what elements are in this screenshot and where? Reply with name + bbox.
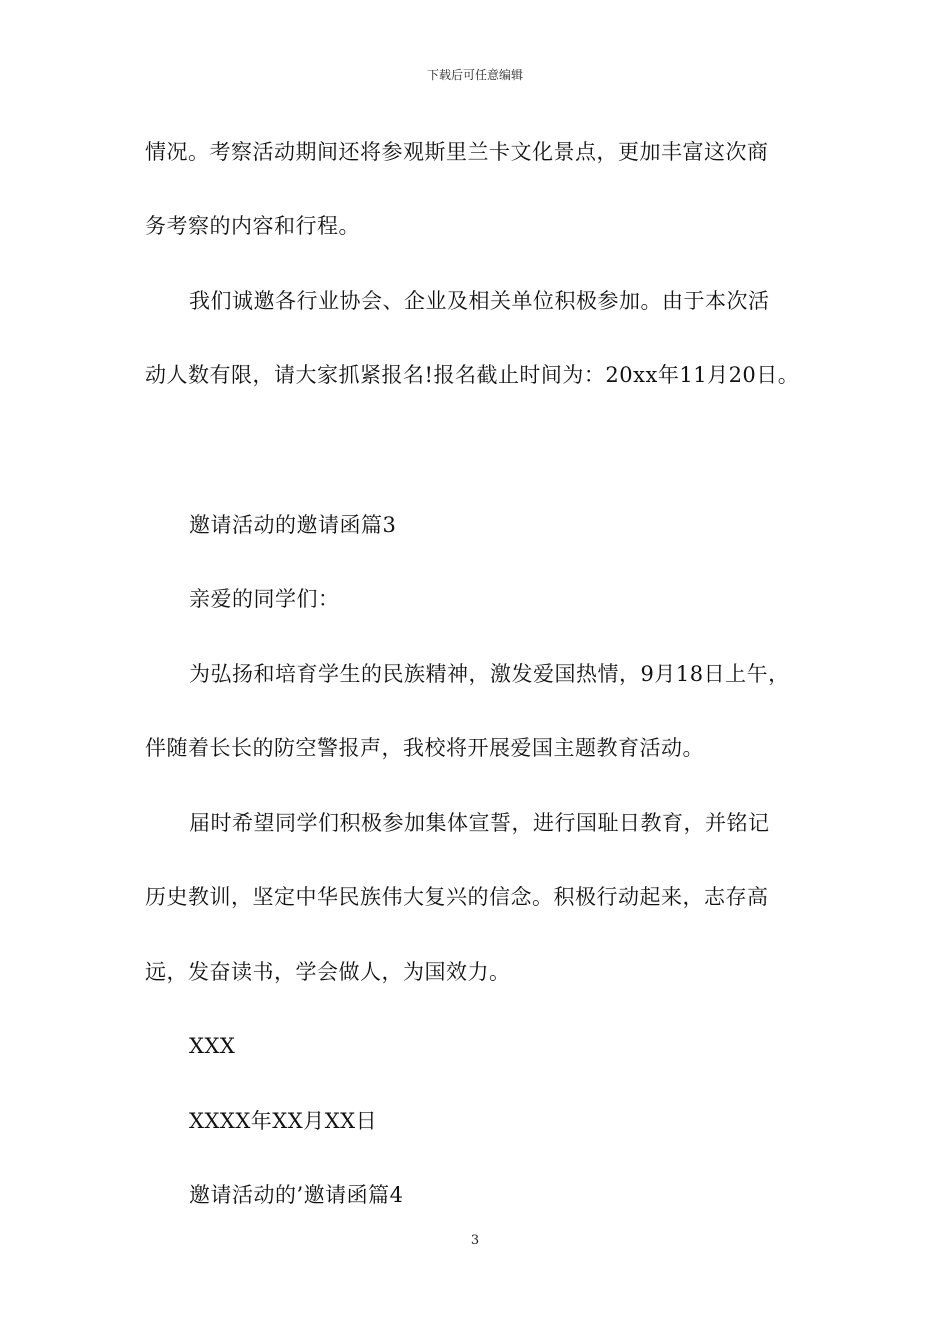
salutation: 亲爱的同学们： (189, 587, 340, 611)
body-line: 远，发奋读书，学会做人，为国效力。 (145, 960, 511, 984)
signature: XXX (189, 1034, 236, 1058)
body-line: 动人数有限，请大家抓紧报名!报名截止时间为：20xx年11月20日。 (145, 363, 800, 387)
date-line: XXXX年XX月XX日 (189, 1109, 378, 1133)
body-line: 伴随着长长的防空警报声，我校将开展爱国主题教育活动。 (145, 736, 704, 760)
page-header: 下载后可任意编辑 (426, 68, 523, 82)
body-line: 务考察的内容和行程。 (145, 214, 360, 238)
body-line: 届时希望同学们积极参加集体宣誓，进行国耻日教育，并铭记 (189, 811, 770, 835)
body-line: 情况。考察活动期间还将参观斯里兰卡文化景点，更加丰富这次商 (145, 140, 769, 164)
page-number: 3 (470, 1233, 480, 1248)
body-line: 为弘扬和培育学生的民族精神，激发爱国热情，9月18日上午， (189, 662, 790, 686)
section-heading: 邀请活动的’邀请函篇4 (189, 1183, 404, 1207)
section-heading: 邀请活动的邀请函篇3 (189, 513, 397, 537)
body-line: 历史教训，坚定中华民族伟大复兴的信念。积极行动起来，志存高 (145, 885, 769, 909)
body-line: 我们诚邀各行业协会、企业及相关单位积极参加。由于本次活 (189, 289, 770, 313)
